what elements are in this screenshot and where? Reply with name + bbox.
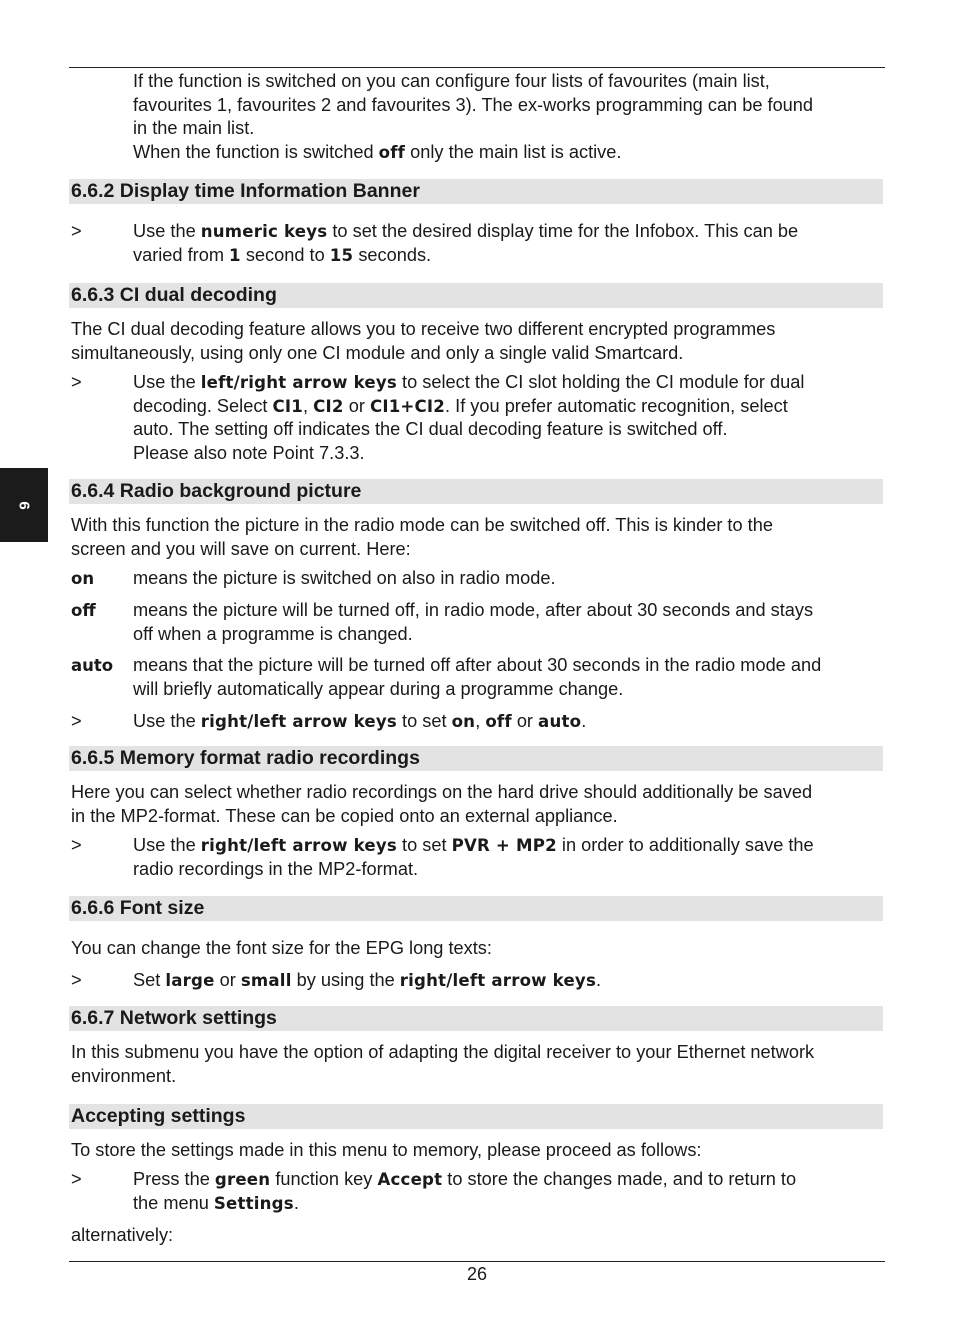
step-marker: > <box>71 711 82 731</box>
heading-6-6-5: 6.6.5 Memory format radio recordings <box>69 746 883 771</box>
chapter-tab <box>0 468 48 542</box>
heading-6-6-7: 6.6.7 Network settings <box>69 1006 883 1031</box>
paragraph-accepting: To store the settings made in this menu to memory, please proceed as follows: <box>71 1140 702 1160</box>
term-auto-description: means that the picture will be turned off after about 30 seconds in the radio mode and will briefly automatically appear during a programme change. <box>133 655 822 699</box>
term-on-description: means the picture is switched on also in radio mode. <box>133 568 556 588</box>
intro-line-3: in the main list. <box>133 118 255 138</box>
heading-6-6-3: 6.6.3 CI dual decoding <box>69 283 883 308</box>
bottom-rule <box>69 1261 885 1262</box>
paragraph-6-6-7: In this submenu you have the option of adapting the digital receiver to your Ethernet network environment. <box>71 1042 815 1086</box>
instruction-6-6-4: Use the right/left arrow keys to set on, off or auto. <box>133 711 587 731</box>
term-off: off <box>71 601 96 620</box>
instruction-6-6-6: Set large or small by using the right/left arrow keys. <box>133 970 602 990</box>
paragraph-6-6-6: You can change the font size for the EPG long texts: <box>71 938 492 958</box>
intro-line-4: When the function is switched off only the main list is active. <box>133 141 622 162</box>
alternatively-text: alternatively: <box>71 1225 174 1245</box>
intro-line-2: favourites 1, favourites 2 and favourites 3). The ex-works programming can be found <box>133 94 814 115</box>
paragraph-6-6-3: The CI dual decoding feature allows you to receive two different encrypted programmes simultaneously, using only one CI module and only a single valid Smartcard. <box>71 319 776 363</box>
heading-6-6-2: 6.6.2 Display time Information Banner <box>69 179 883 204</box>
heading-6-6-4: 6.6.4 Radio background picture <box>69 479 883 504</box>
intro-paragraph <box>133 70 885 164</box>
step-marker: > <box>71 1169 82 1189</box>
instruction-6-6-3: Use the left/right arrow keys to select the CI slot holding the CI module for dual decoding. Select CI1, CI2 or CI1+CI2. If you prefer automatic recognition, select auto. The setting off indicates the CI dual decoding feature is switched off. Please also note Point 7.3.3. <box>133 372 805 463</box>
heading-accepting-settings: Accepting settings <box>69 1104 883 1129</box>
instruction-accepting: Press the green function key Accept to store the changes made, and to return to the menu Settings. <box>133 1169 797 1213</box>
term-on: on <box>71 569 95 588</box>
step-marker: > <box>71 221 82 241</box>
page-number: 26 <box>466 1264 488 1284</box>
instruction-6-6-5: Use the right/left arrow keys to set PVR + MP2 in order to additionally save the radio recordings in the MP2-format. <box>133 835 814 879</box>
paragraph-6-6-4: With this function the picture in the radio mode can be switched off. This is kinder to the screen and you will save on current. Here: <box>71 515 773 559</box>
paragraph-6-6-5: Here you can select whether radio recordings on the hard drive should additionally be saved in the MP2-format. These can be copied onto an external appliance. <box>71 782 813 826</box>
step-marker: > <box>71 970 82 990</box>
chapter-tab-number: 6 <box>15 500 33 510</box>
term-auto: auto <box>71 656 114 675</box>
instruction-6-6-2: Use the numeric keys to set the desired display time for the Infobox. This can be varied from 1 second to 15 seconds. <box>133 221 799 265</box>
intro-line-1: If the function is switched on you can configure four lists of favourites (main list, <box>133 71 770 91</box>
step-marker: > <box>71 835 82 855</box>
term-off-description: means the picture will be turned off, in radio mode, after about 30 seconds and stays off when a programme is changed. <box>133 600 814 644</box>
top-rule <box>69 67 885 68</box>
heading-6-6-6: 6.6.6 Font size <box>69 896 883 921</box>
step-marker: > <box>71 372 82 392</box>
